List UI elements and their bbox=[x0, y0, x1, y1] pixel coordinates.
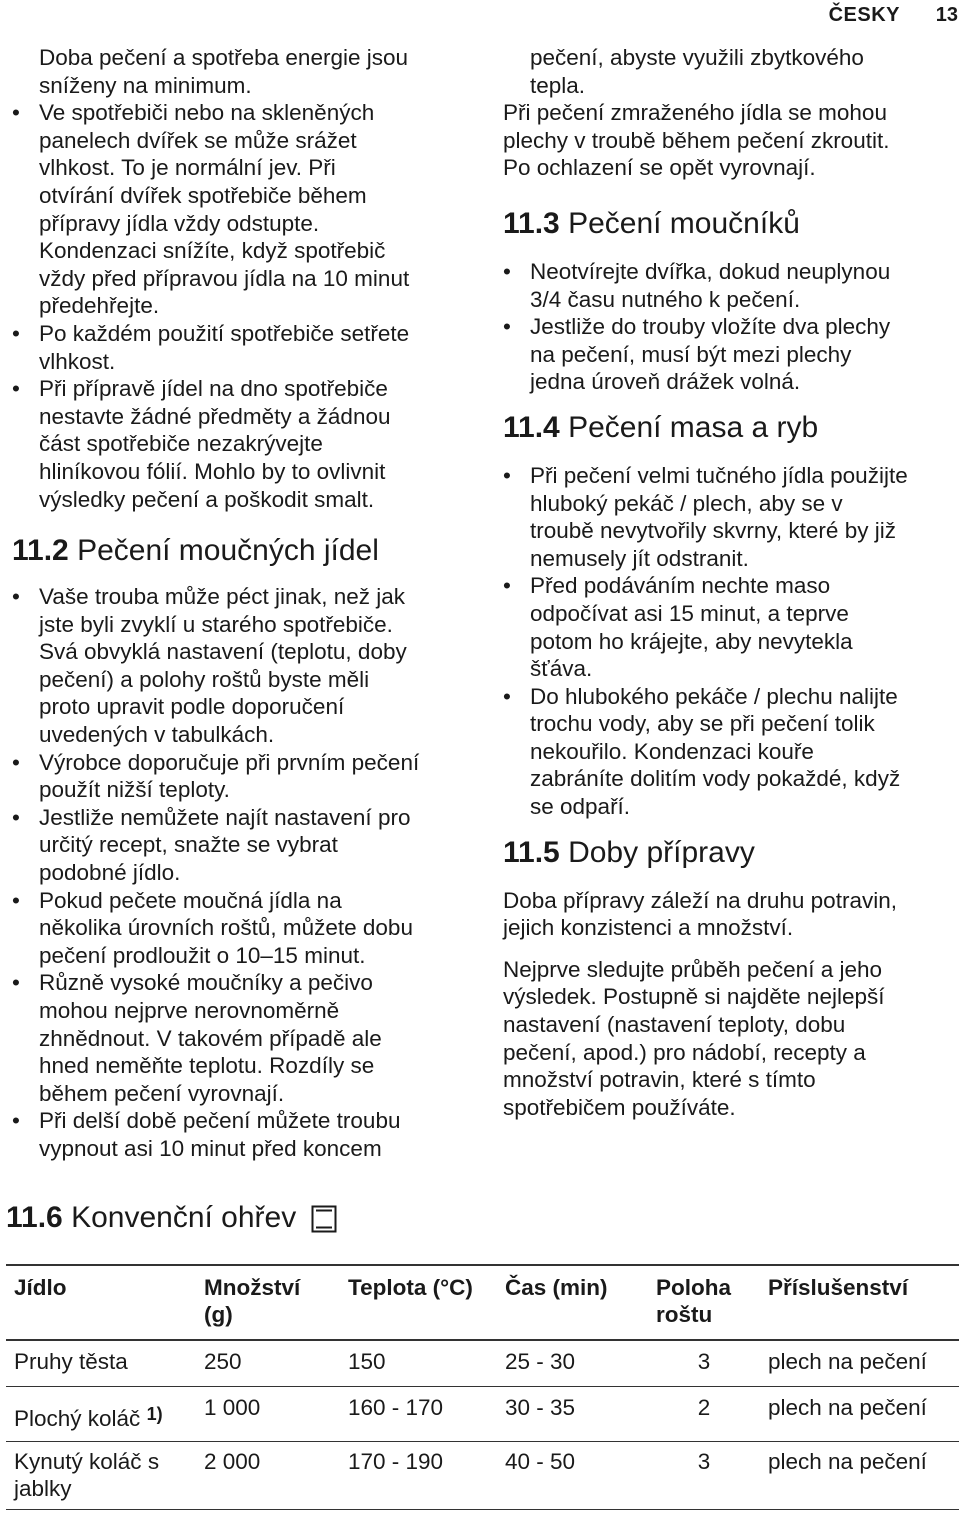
text-line: použít nižší teploty. bbox=[39, 777, 230, 803]
table-cell bbox=[6, 1441, 196, 1509]
text-line: potom ho krájejte, aby nevytekla bbox=[530, 628, 853, 654]
text-line: odpočívat asi 15 minut, a teprve bbox=[530, 600, 849, 626]
text-line: Při pečení zmraženého jídla se mohou bbox=[503, 100, 887, 126]
section-number: 11.3 bbox=[503, 206, 560, 240]
list-item bbox=[12, 887, 474, 970]
conventional-heating-icon bbox=[311, 1205, 337, 1242]
text-line: • Jestliže do trouby vložíte dva plechy bbox=[530, 314, 891, 340]
list-item bbox=[12, 320, 474, 375]
table-header: Teplota (°C) bbox=[340, 1265, 497, 1340]
food-name: Plochý koláč bbox=[14, 1405, 141, 1431]
table-cell: 2 bbox=[648, 1386, 760, 1441]
table-header: Příslušenství bbox=[760, 1265, 959, 1340]
section-number: 11.6 bbox=[6, 1201, 63, 1234]
text-line: vlhkost. bbox=[39, 348, 116, 374]
section-11-3-bullets bbox=[503, 258, 960, 396]
text-line: jejich konzistenci a množství. bbox=[503, 915, 794, 941]
text-line: • Po každém použití spotřebiče setřete bbox=[39, 320, 410, 346]
text-line: Po ochlazení se opět vyrovnají. bbox=[503, 155, 816, 181]
text-line: • Jestliže nemůžete najít nastavení pro bbox=[39, 804, 411, 830]
table-cell bbox=[6, 1386, 196, 1441]
text-line: vlhkost. To je normální jev. Při bbox=[39, 155, 336, 181]
table-cell: 250 bbox=[196, 1340, 340, 1386]
section-11-5-heading bbox=[503, 835, 960, 871]
text-line: nastavení (nastavení teploty, dobu bbox=[503, 1012, 846, 1038]
page-number: 13 bbox=[935, 4, 958, 26]
text-line: • Při delší době pečení můžete troubu bbox=[39, 1108, 401, 1134]
section-11-3-heading bbox=[503, 206, 960, 242]
text-line: uvedených v tabulkách. bbox=[39, 722, 275, 748]
paragraph bbox=[503, 887, 960, 942]
page-header bbox=[0, 2, 960, 30]
text-line: • Výrobce doporučuje při prvním pečení bbox=[39, 749, 420, 775]
text-line: vždy před přípravou jídla na 10 minut bbox=[39, 265, 410, 291]
text-line: • Ve spotřebiči nebo na skleněných bbox=[39, 100, 375, 126]
text-line: • Různě vysoké moučníky a pečivo bbox=[39, 970, 373, 996]
left-continuation bbox=[12, 44, 474, 99]
text-line: se odpaří. bbox=[530, 794, 631, 820]
table-row bbox=[6, 1441, 959, 1509]
table-header: Poloha roštu bbox=[648, 1265, 760, 1340]
section-11-5-paragraphs bbox=[503, 887, 960, 1122]
right-column bbox=[503, 44, 960, 1135]
text-line: Nejprve sledujte průběh pečení a jeho bbox=[503, 956, 883, 982]
text-line: • Do hlubokého pekáče / plechu nalijte bbox=[530, 683, 898, 709]
list-item bbox=[12, 375, 474, 513]
text-line: šťáva. bbox=[530, 656, 593, 682]
section-11-6-heading bbox=[6, 1200, 337, 1242]
table-header: Množství (g) bbox=[196, 1265, 340, 1340]
list-item bbox=[12, 804, 474, 887]
section-11-4-heading bbox=[503, 410, 960, 446]
text-line: jste byli zvyklí u starého spotřebiče. bbox=[39, 611, 393, 637]
text-line: pečení, apod.) pro nádobí, recepty a bbox=[503, 1039, 866, 1065]
section-11-4-bullets bbox=[503, 462, 960, 821]
right-continuation-indented bbox=[503, 44, 960, 99]
section-number: 11.2 bbox=[12, 534, 69, 568]
table-cell: 170 - 190 bbox=[340, 1441, 497, 1509]
list-item bbox=[12, 969, 474, 1107]
table-cell: 30 - 35 bbox=[497, 1386, 648, 1441]
list-item bbox=[503, 258, 960, 313]
table-header-row bbox=[6, 1265, 959, 1340]
text-line: zabráníte dolitím vody pokaždé, když bbox=[530, 766, 901, 792]
list-item bbox=[12, 99, 474, 320]
text-line: tepla. bbox=[530, 72, 586, 98]
text-line: • Před podáváním nechte maso bbox=[530, 573, 831, 599]
text-line: pečení) a polohy roštů byste měli bbox=[39, 666, 370, 692]
table-cell bbox=[6, 1340, 196, 1386]
text-line: pečení prodloužit o 10–15 minut. bbox=[39, 942, 366, 968]
text-line: sníženy na minimum. bbox=[39, 72, 252, 98]
text-line: troubě nevytvořily skvrny, které by již bbox=[530, 518, 896, 544]
text-line: proto upravit podle doporučení bbox=[39, 694, 345, 720]
section-title: Konvenční ohřev bbox=[71, 1201, 297, 1234]
text-line: zhnědnout. V takovém případě ale bbox=[39, 1025, 382, 1051]
table-cell: plech na pečení bbox=[760, 1386, 959, 1441]
list-item bbox=[503, 313, 960, 396]
section-11-2-heading bbox=[12, 533, 474, 569]
paragraph bbox=[503, 956, 960, 1122]
text-line: podobné jídlo. bbox=[39, 860, 181, 886]
language-label: ČESKY bbox=[828, 4, 900, 26]
baking-table bbox=[6, 1264, 959, 1510]
text-line: Svá obvyklá nastavení (teplotu, doby bbox=[39, 639, 407, 665]
text-line: jedna úroveň drážek volná. bbox=[530, 369, 801, 395]
list-item bbox=[503, 462, 960, 572]
text-line: trochu vody, aby se při pečení tolik bbox=[530, 711, 875, 737]
table-header: Jídlo bbox=[6, 1265, 196, 1340]
list-item bbox=[503, 572, 960, 682]
table-row bbox=[6, 1386, 959, 1441]
table-cell: plech na pečení bbox=[760, 1340, 959, 1386]
section-title: Pečení masa a ryb bbox=[568, 410, 819, 444]
text-line: výsledky pečení a poškodit smalt. bbox=[39, 486, 375, 512]
text-line: nekouřilo. Kondenzaci kouře bbox=[530, 738, 814, 764]
table-cell: 3 bbox=[648, 1441, 760, 1509]
text-line: hned neměňte teplotu. Rozdíly se bbox=[39, 1053, 375, 1079]
table-cell: 3 bbox=[648, 1340, 760, 1386]
text-line: vypnout asi 10 minut před koncem bbox=[39, 1135, 382, 1161]
text-line: • Neotvírejte dvířka, dokud neuplynou bbox=[530, 258, 891, 284]
text-line: určitý recept, snažte se vybrat bbox=[39, 832, 338, 858]
food-name: Pruhy těsta bbox=[14, 1349, 128, 1374]
text-line: Kondenzaci snížíte, když spotřebič bbox=[39, 238, 386, 264]
list-item bbox=[503, 683, 960, 821]
section-title: Pečení moučníků bbox=[568, 206, 800, 240]
text-line: přípravy jídla vždy odstupte. bbox=[39, 210, 320, 236]
text-line: spotřebičem používáte. bbox=[503, 1094, 736, 1120]
table-cell: 25 - 30 bbox=[497, 1340, 648, 1386]
text-line: předehřejte. bbox=[39, 293, 160, 319]
left-bullets-top bbox=[12, 99, 474, 513]
left-column bbox=[12, 44, 474, 1163]
table-cell: 1 000 bbox=[196, 1386, 340, 1441]
text-line: • Při přípravě jídel na dno spotřebiče bbox=[39, 376, 388, 402]
section-title: Doby přípravy bbox=[568, 835, 755, 869]
table-cell: plech na pečení bbox=[760, 1441, 959, 1509]
text-line: • Při pečení velmi tučného jídla použijte bbox=[530, 462, 908, 488]
text-line: pečení, abyste využili zbytkového bbox=[530, 45, 864, 70]
list-item bbox=[12, 583, 474, 749]
footnote-marker: 1) bbox=[146, 1403, 163, 1424]
text-line: • Vaše trouba může péct jinak, než jak bbox=[39, 584, 406, 610]
text-line: na pečení, musí být mezi plechy bbox=[530, 341, 852, 367]
text-line: plechy v troubě během pečení zkroutit. bbox=[503, 127, 890, 153]
text-line: hluboký pekáč / plech, aby se v bbox=[530, 490, 843, 516]
text-line: nemusely jít odstranit. bbox=[530, 545, 749, 571]
section-number: 11.5 bbox=[503, 835, 560, 869]
text-line: hliníkovou fólií. Mohlo by to ovlivnit bbox=[39, 458, 386, 484]
text-line: část spotřebiče nezakrývejte bbox=[39, 431, 323, 457]
text-line: nestavte žádné předměty a žádnou bbox=[39, 403, 391, 429]
text-line: Doba přípravy záleží na druhu potravin, bbox=[503, 887, 897, 913]
section-title: Pečení moučných jídel bbox=[77, 534, 379, 568]
text-line: množství potravin, které s tímto bbox=[503, 1067, 816, 1093]
text-line: 3/4 času nutného k pečení. bbox=[530, 286, 801, 312]
text-line: otvírání dvířek spotřebiče během bbox=[39, 182, 367, 208]
text-line: Doba pečení a spotřeba energie jsou bbox=[39, 45, 409, 70]
text-line: několika úrovních roštů, můžete dobu bbox=[39, 915, 413, 941]
table-cell: 40 - 50 bbox=[497, 1441, 648, 1509]
text-line: • Pokud pečete moučná jídla na bbox=[39, 887, 342, 913]
text-line: panelech dvířek se může srážet bbox=[39, 127, 357, 153]
table-header: Čas (min) bbox=[497, 1265, 648, 1340]
food-name: Kynutý koláč s jablky bbox=[14, 1448, 160, 1501]
text-line: výsledek. Postupně si najděte nejlepší bbox=[503, 984, 885, 1010]
right-continuation-plain bbox=[503, 99, 960, 182]
table-cell: 150 bbox=[340, 1340, 497, 1386]
list-item bbox=[12, 1107, 474, 1162]
section-11-2-bullets bbox=[12, 583, 474, 1162]
text-line: mohou nejprve nerovnoměrně bbox=[39, 998, 340, 1023]
section-number: 11.4 bbox=[503, 410, 560, 444]
table-cell: 160 - 170 bbox=[340, 1386, 497, 1441]
text-line: během pečení vyrovnají. bbox=[39, 1080, 285, 1106]
table-row bbox=[6, 1340, 959, 1386]
list-item bbox=[12, 749, 474, 804]
table-cell: 2 000 bbox=[196, 1441, 340, 1509]
